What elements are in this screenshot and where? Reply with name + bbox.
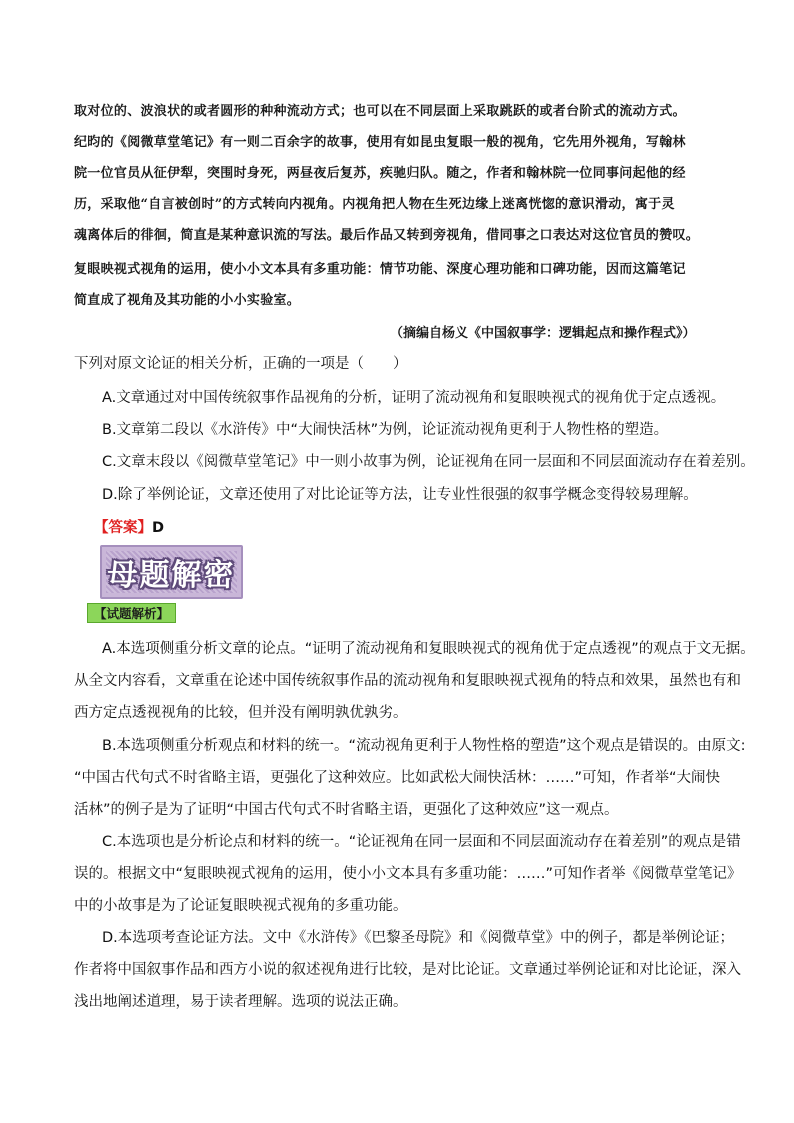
answer-line [94, 516, 164, 537]
passage-line: 院一位官员从征伊犁，突围时身死，两昼夜后复苏，疾驰归队。随之，作者和翰林院一位同事问起他的经 [74, 166, 686, 181]
answer-label: 【答案】 [94, 520, 152, 536]
analysis-line: D.本选项考查论证方法。文中《水浒传》《巴黎圣母院》和《阅微草堂》中的例子，都是举例论证； [102, 930, 735, 946]
option-d: D.除了举例论证，文章还使用了对比论证等方法，让专业性很强的叙事学概念变得较易理解。 [102, 487, 698, 503]
passage-line: 历，采取他“自言被创时”的方式转向内视角。内视角把人物在生死边缘上迷离恍惚的意识滑动，寓于灵 [74, 197, 675, 212]
banner-inner [106, 551, 237, 593]
analysis-line: A.本选项侧重分析文章的论点。“证明了流动视角和复眼映视式的视角优于定点透视”的观点于文无据。 [102, 641, 755, 657]
question-stem: 下列对原文论证的相关分析，正确的一项是（ ） [74, 356, 408, 372]
analysis-line: 从全文内容看，文章重在论述中国传统叙事作品的流动视角和复眼映视式视角的特点和效果，虽然也有和 [74, 673, 741, 689]
analysis-line: C.本选项也是分析论点和材料的统一。“论证视角在同一层面和不同层面流动存在着差别”的观点是错 [102, 834, 741, 850]
passage-line: 复眼映视式视角的运用，使小小文本具有多重功能：情节功能、深度心理功能和口碑功能，因而这篇笔记 [74, 262, 686, 277]
answer-value: D [152, 520, 165, 536]
analysis-line: 活林”的例子是为了证明“中国古代句式不时省略主语，更强化了这种效应”这一观点。 [74, 802, 619, 818]
analysis-line: “中国古代句式不时省略主语，更强化了这种效应。比如武松大闹快活林：……”可知，作者举“大闹快 [74, 770, 721, 786]
option-a: A.文章通过对中国传统叙事作品视角的分析，证明了流动视角和复眼映视式的视角优于定点透视。 [102, 390, 726, 406]
passage-line: 取对位的、波浪状的或者圆形的种种流动方式；也可以在不同层面上采取跳跃的或者台阶式的流动方式。 [74, 104, 686, 119]
analysis-line: 中的小故事是为了论证复眼映视式视角的多重功能。 [74, 898, 408, 914]
analysis-line: 误的。根据文中“复眼映视式视角的运用，使小小文本具有多重功能：……”可知作者举《阅微草堂笔记》 [74, 866, 742, 882]
passage-line: 简直成了视角及其功能的小小实验室。 [74, 293, 301, 308]
option-c: C.文章末段以《阅微草堂笔记》中一则小故事为例，论证视角在同一层面和不同层面流动存在着差别。 [102, 454, 755, 470]
banner-title: 母题解密 [107, 558, 236, 593]
analysis-line: 作者将中国叙事作品和西方小说的叙述视角进行比较，是对比论证。文章通过举例论证和对比论证，深入 [74, 962, 741, 978]
analysis-line: 浅出地阐述道理，易于读者理解。选项的说法正确。 [74, 994, 408, 1010]
section-banner [100, 545, 243, 599]
passage-attribution: （摘编自杨义《中国叙事学：逻辑起点和操作程式》） [390, 326, 696, 341]
passage-line: 纪昀的《阅微草堂笔记》有一则二百余字的故事，使用有如昆虫复眼一般的视角，它先用外视角，写翰林 [74, 135, 686, 150]
analysis-line: 西方定点透视视角的比较，但并没有阐明孰优孰劣。 [74, 705, 408, 721]
analysis-label: 【试题解析】 [87, 603, 176, 623]
analysis-line: B.本选项侧重分析观点和材料的统一。“流动视角更利于人物性格的塑造”这个观点是错误的。由原文: [102, 738, 746, 754]
option-b: B.文章第二段以《水浒传》中“大闹快活林”为例，论证流动视角更利于人物性格的塑造。 [102, 422, 669, 438]
passage-line: 魂离体后的徘徊，简直是某种意识流的写法。最后作品又转到旁视角，借同事之口表达对这位官员的赞叹。 [74, 228, 700, 243]
